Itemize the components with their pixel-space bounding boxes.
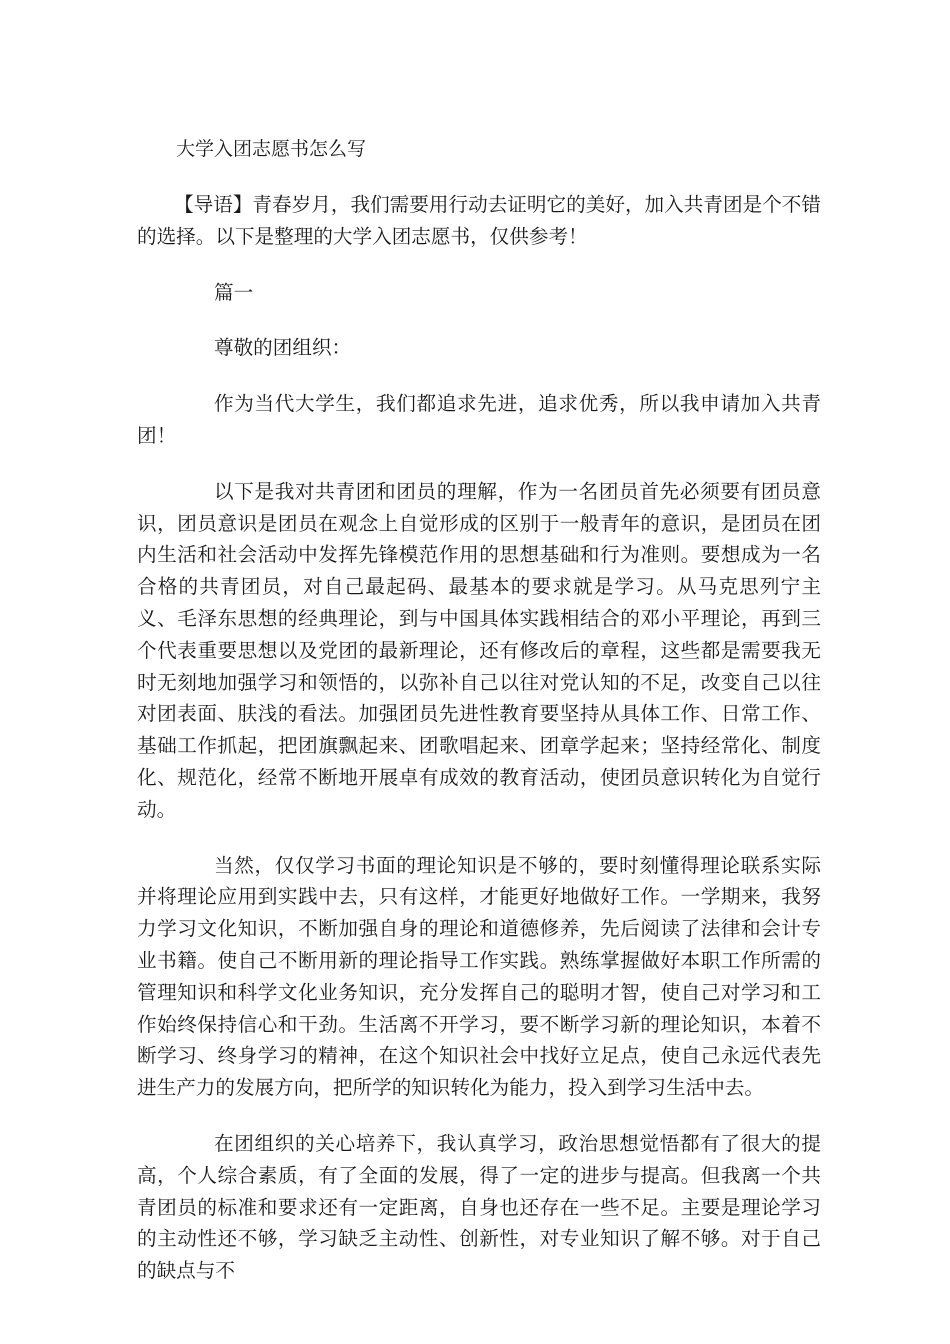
section-label: 篇一 <box>214 280 254 304</box>
intro-paragraph: 【导语】青春岁月，我们需要用行动去证明它的美好，加入共青团是个不错的选择。以下是整理的大学入团志愿书，仅供参考！ <box>137 193 821 248</box>
body-paragraph: 作为当代大学生，我们都追求先进，追求优秀，所以我申请加入共青团！ <box>137 392 821 447</box>
salutation: 尊敬的团组织： <box>214 336 352 360</box>
body-paragraph: 当然，仅仅学习书面的理论知识是不够的，要时刻懂得理论联系实际并将理论应用到实践中去，只有这样，才能更好地做好工作。一学期来，我努力学习文化知识，不断加强自身的理论和道德修养，先后阅读了法律和会计专业书籍。使自己不断用新的理论指导工作实践。熟练掌握做好本职工作所需的管理知识和科学文化业务知识，充分发挥自己的聪明才智，使自己对学习和工作始终保持信心和干劲。生活离不开学习，要不断学习新的理论知识，本着不断学习、终身学习的精神，在这个知识社会中找好立足点，使自己永远代表先进生产力的发展方向，把所学的知识转化为能力，投入到学习生活中去。 <box>137 853 821 1100</box>
body-paragraph: 在团组织的关心培养下，我认真学习，政治思想觉悟都有了很大的提高，个人综合素质，有了全面的发展，得了一定的进步与提高。但我离一个共青团员的标准和要求还有一定距离，自身也还存在一些不足。主要是理论学习的主动性还不够，学习缺乏主动性、创新性，对专业知识了解不够。对于自己的缺点与不 <box>137 1131 821 1283</box>
document-body <box>137 189 821 1311</box>
body-paragraph: 以下是我对共青团和团员的理解，作为一名团员首先必须要有团员意识，团员意识是团员在观念上自觉形成的区别于一般青年的意识，是团员在团内生活和社会活动中发挥先锋模范作用的思想基础和行为准则。要想成为一名合格的共青团员，对自己最起码、最基本的要求就是学习。从马克思列宁主义、毛泽东思想的经典理论，到与中国具体实践相结合的邓小平理论，再到三个代表重要思想以及党团的最新理论，还有修改后的章程，这些都是需要我无时无刻地加强学习和领悟的，以弥补自己以往对党认知的不足，改变自己以往对团表面、肤浅的看法。加强团员先进性教育要坚持从具体工作、日常工作、基础工作抓起，把团旗飘起来、团歌唱起来、团章学起来；坚持经常化、制度化、规范化，经常不断地开展卓有成效的教育活动，使团员意识转化为自觉行动。 <box>137 479 821 821</box>
document-title: 大学入团志愿书怎么写 <box>176 138 367 160</box>
